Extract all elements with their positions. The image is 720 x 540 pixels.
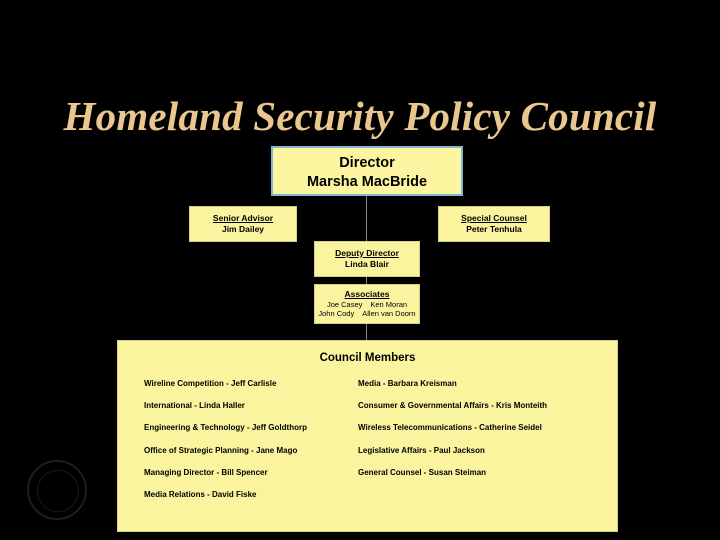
senior-advisor-box [189,206,297,242]
associate-name: John Cody [318,309,355,318]
council-member: Wireline Competition - Jeff Carlisle [144,379,277,388]
associates-row [315,300,419,309]
council-member: Wireless Telecommunications - Catherine Seidel [358,423,542,433]
council-member: Media - Barbara Kreisman [358,379,457,388]
slide-title: Homeland Security Policy Council [63,93,657,139]
special-counsel-name: Peter Tenhula [466,224,522,234]
associate-name: Joe Casey [326,300,363,309]
deputy-director-box [314,241,420,277]
special-counsel-box [438,206,550,242]
associates-row [315,309,419,318]
seal-logo [27,460,87,520]
associates-box [314,284,420,324]
associates-role: Associates [344,289,390,299]
director-box [271,146,463,196]
council-member: International - Linda Haller [144,401,245,411]
council-member: Engineering & Technology - Jeff Goldthorp [144,423,307,433]
council-member: Managing Director - Bill Spencer [144,467,268,477]
special-counsel-role: Special Counsel [461,213,527,223]
council-member: Media Relations - David Fiske [144,489,257,499]
senior-advisor-role: Senior Advisor [212,213,274,223]
associate-name: Ken Moran [370,300,408,309]
connector-line [366,277,367,284]
council-heading: Council Members [319,352,416,364]
connector-line [366,196,367,241]
associate-name: Allen van Doorn [362,309,416,318]
council-member: General Counsel - Susan Steiman [358,467,487,477]
connector-line [366,324,367,340]
deputy-director-role: Deputy Director [335,248,399,258]
senior-advisor-name: Jim Dailey [221,224,265,234]
council-member: Legislative Affairs - Paul Jackson [358,445,485,455]
deputy-director-name: Linda Blair [345,259,389,269]
council-right-column [358,378,547,489]
council-member: Office of Strategic Planning - Jane Mago [144,445,298,455]
council-members-box [117,340,618,532]
director-role: Director [339,155,395,171]
council-member: Consumer & Governmental Affairs - Kris Monteith [358,401,548,411]
council-left-column [144,378,307,511]
director-name: Marsha MacBride [306,174,428,190]
